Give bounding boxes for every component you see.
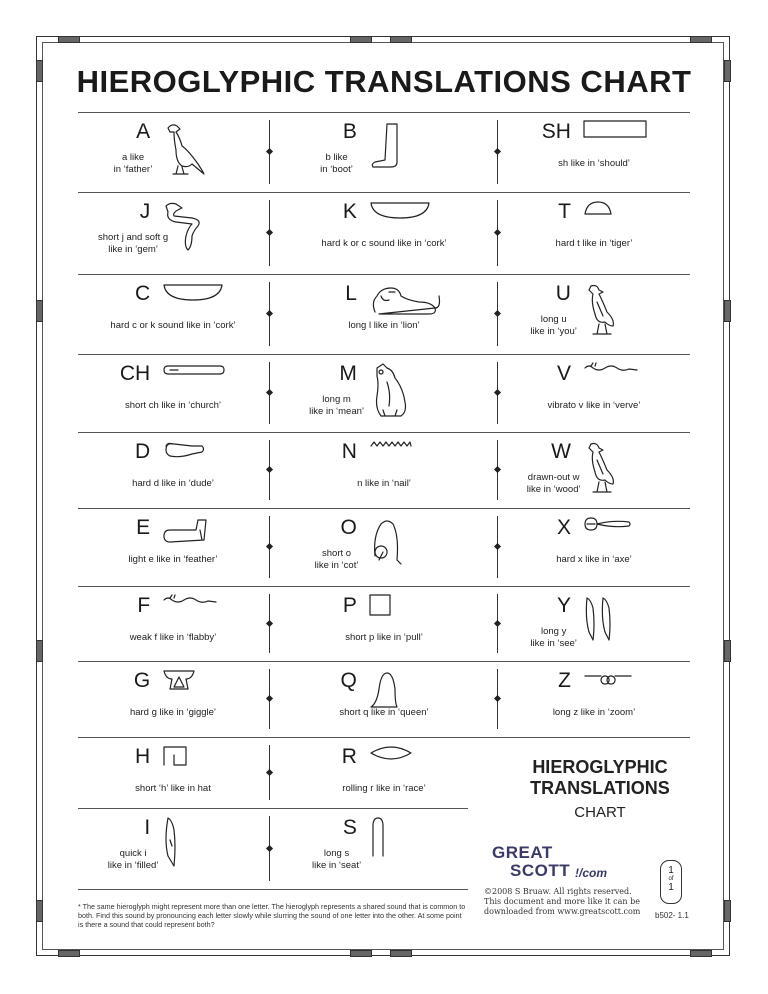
- pool-icon: [583, 120, 647, 138]
- description-line1: sh like in ‘should’: [558, 158, 630, 169]
- footnote: * The same hieroglyph might represent more than one letter. The hieroglyph represents a shared sound that is common to both. Find this sound by pronouncing each letter slowly while slurring the sound of one letter into the other. At some point is there a sound that could represent both?: [78, 902, 466, 929]
- copyright-line1: ©2008 S Bruaw. All rights reserved.: [484, 887, 632, 896]
- side-subtitle: CHART: [574, 804, 626, 821]
- divider: [78, 889, 468, 890]
- description-line1: long m: [322, 394, 351, 405]
- frame-tick: [390, 950, 412, 957]
- letter-label: CH: [119, 362, 151, 385]
- description-line2: like in ‘filled’: [107, 860, 159, 871]
- description-line1: hard c or k sound like in ‘cork’: [110, 320, 236, 331]
- document-code: b502- 1.1: [655, 911, 689, 920]
- letter-label: R: [341, 745, 357, 768]
- description-line1: long y: [541, 626, 567, 637]
- arm-icon: [162, 516, 208, 544]
- hill-icon: [369, 669, 399, 709]
- sound-description: [78, 554, 268, 566]
- copyright-line3: downloaded from www.greatscott.com: [484, 907, 641, 916]
- sound-description: [498, 554, 690, 566]
- description-line2: in ‘father’: [113, 164, 153, 175]
- logo-scott: SCOTT: [510, 861, 571, 880]
- page-number-badge: [660, 860, 682, 904]
- sound-description: [78, 400, 268, 412]
- description-line1: short ‘h’ like in hat: [135, 783, 211, 794]
- glyph-cell-x: [498, 508, 690, 586]
- description-line1: rolling r like in ‘race’: [342, 783, 426, 794]
- glyph-cell-w: [498, 432, 690, 508]
- sound-description: [498, 400, 690, 412]
- page-title: HIEROGLYPHIC TRANSLATIONS CHART: [76, 64, 692, 99]
- side-title-line1: HIEROGLYPHIC: [532, 757, 668, 777]
- horned-viper-icon: [162, 594, 218, 608]
- sound-description: [78, 478, 268, 490]
- description-line2: like in ‘you’: [530, 326, 577, 337]
- jar-stand-icon: [162, 669, 196, 693]
- basket-icon: [369, 200, 431, 220]
- description-line2: like in ‘wood’: [526, 484, 581, 495]
- frame-tick: [724, 640, 731, 662]
- description-line1: hard t like in ‘tiger’: [555, 238, 633, 249]
- sound-description: [271, 783, 497, 795]
- description-line1: n like in ‘nail’: [357, 478, 411, 489]
- description-line1: long s: [323, 848, 350, 859]
- sound-description: [78, 632, 268, 644]
- frame-tick: [690, 36, 712, 43]
- description-line1: hard k or c sound like in ‘cork’: [321, 238, 447, 249]
- sound-description: [271, 394, 402, 418]
- letter-label: A: [136, 120, 151, 143]
- glyph-cell-y: [498, 586, 690, 661]
- sound-description: [498, 238, 690, 250]
- sound-description: [271, 707, 497, 719]
- horned-viper-icon: [583, 362, 639, 376]
- letter-label: D: [135, 440, 151, 463]
- stool-icon: [369, 594, 391, 616]
- letter-label: SH: [541, 120, 571, 143]
- glyph-cell-v: [498, 354, 690, 432]
- description-line2: like in ‘mean’: [309, 406, 364, 417]
- letter-label: Y: [556, 594, 571, 617]
- letter-label: X: [556, 516, 571, 539]
- side-title: [500, 757, 700, 799]
- glyph-cell-l: [271, 274, 497, 354]
- door-bolt-icon: [583, 669, 633, 683]
- letter-label: M: [339, 362, 357, 385]
- glyph-cell-p: [271, 586, 497, 661]
- glyph-cell-i: [78, 808, 268, 889]
- description-line2: like in ‘see’: [530, 638, 577, 649]
- letter-label: K: [342, 200, 357, 223]
- page-of: of: [668, 876, 674, 882]
- frame-tick: [350, 950, 372, 957]
- glyph-cell-e: [78, 508, 268, 586]
- letter-label: O: [340, 516, 357, 539]
- glyph-cell-d: [78, 432, 268, 508]
- glyph-cell-s: [271, 808, 497, 889]
- lion-icon: [369, 282, 443, 316]
- description-line1: weak f like in ‘flabby’: [129, 632, 217, 643]
- sound-description: [271, 548, 402, 572]
- description-line1: hard d like in ‘dude’: [132, 478, 214, 489]
- sound-description: [78, 152, 188, 176]
- description-line1: long z like in ‘zoom’: [552, 707, 636, 718]
- frame-tick: [724, 900, 731, 922]
- glyph-cell-u: [498, 274, 690, 354]
- frame-tick: [36, 640, 43, 662]
- letter-label: W: [551, 440, 571, 463]
- letter-label: Z: [558, 669, 571, 692]
- letter-label: T: [558, 200, 571, 223]
- letter-label: J: [139, 200, 151, 223]
- water-icon: [369, 440, 413, 450]
- sound-description: [78, 232, 188, 256]
- frame-tick: [390, 36, 412, 43]
- description-line2: like in ‘gem’: [108, 244, 158, 255]
- sound-description: [498, 626, 609, 650]
- description-line2: like in ‘seat’: [311, 860, 362, 871]
- sound-description: [498, 158, 690, 170]
- sound-description: [498, 314, 609, 338]
- description-line2: in ‘boot’: [320, 164, 353, 175]
- description-line1: vibrato v like in ‘verve’: [547, 400, 641, 411]
- glyph-cell-h: [78, 737, 268, 808]
- description-line1: light e like in ‘feather’: [128, 554, 218, 565]
- sound-description: [498, 472, 609, 496]
- hand-icon: [162, 440, 206, 460]
- glyph-cell-c: [78, 274, 268, 354]
- logo-great: GREAT: [492, 843, 553, 862]
- shelter-icon: [162, 745, 188, 767]
- tether-icon: [162, 362, 224, 378]
- page-number: 1: [668, 865, 674, 876]
- copyright-line2: This document and more like it can be: [484, 897, 640, 906]
- glyph-cell-ch: [78, 354, 268, 432]
- page-total: 1: [668, 882, 674, 893]
- basket-icon: [162, 282, 224, 302]
- glyph-cell-sh: [498, 112, 690, 192]
- side-title-line2: TRANSLATIONS: [530, 778, 670, 798]
- letter-label: U: [555, 282, 571, 305]
- letter-label: G: [133, 669, 151, 692]
- glyph-cell-z: [498, 661, 690, 737]
- description-line1: short j and soft g: [97, 232, 169, 243]
- letter-label: H: [135, 745, 151, 768]
- description-line1: a like: [122, 152, 145, 163]
- letter-label: V: [556, 362, 571, 385]
- sound-description: [78, 848, 188, 872]
- description-line1: short o: [322, 548, 352, 559]
- sound-description: [271, 320, 497, 332]
- sound-description: [271, 152, 402, 176]
- glyph-cell-g: [78, 661, 268, 737]
- description-line1: short p like in ‘pull’: [345, 632, 423, 643]
- glyph-cell-t: [498, 192, 690, 274]
- copyright-notice: [484, 887, 654, 917]
- glyph-cell-q: [271, 661, 497, 737]
- letter-label: B: [342, 120, 357, 143]
- letter-label: C: [135, 282, 151, 305]
- description-line1: quick i: [119, 848, 147, 859]
- description-line1: b like: [325, 152, 348, 163]
- description-line1: short ch like in ‘church’: [124, 400, 222, 411]
- letter-label: L: [345, 282, 357, 305]
- placenta-icon: [583, 516, 633, 532]
- sound-description: [78, 320, 268, 332]
- description-line1: long u: [540, 314, 567, 325]
- description-line1: drawn-out w: [527, 472, 580, 483]
- letter-label: I: [144, 816, 151, 839]
- description-line1: hard g like in ‘giggle’: [129, 707, 217, 718]
- sound-description: [271, 478, 497, 490]
- glyph-cell-b: [271, 112, 497, 192]
- glyph-cell-m: [271, 354, 497, 432]
- sound-description: [271, 848, 402, 872]
- description-line1: short q like in ‘queen’: [339, 707, 429, 718]
- frame-tick: [58, 36, 80, 43]
- description-line1: long l like in ‘lion’: [348, 320, 420, 331]
- letter-label: Q: [340, 669, 357, 692]
- frame-tick: [690, 950, 712, 957]
- glyph-cell-j: [78, 192, 268, 274]
- sound-description: [271, 632, 497, 644]
- letter-label: F: [137, 594, 151, 617]
- letter-label: S: [342, 816, 357, 839]
- sound-description: [78, 783, 268, 795]
- frame-tick: [36, 300, 43, 322]
- description-line1: hard x like in ‘axe’: [556, 554, 632, 565]
- mouth-icon: [369, 745, 413, 761]
- glyph-cell-f: [78, 586, 268, 661]
- letter-label: N: [341, 440, 357, 463]
- glyph-cell-a: [78, 112, 268, 192]
- glyph-cell-r: [271, 737, 497, 808]
- frame-tick: [36, 900, 43, 922]
- letter-label: E: [136, 516, 151, 539]
- frame-tick: [724, 300, 731, 322]
- sound-description: [498, 707, 690, 719]
- logo-suffix: !/com: [575, 866, 608, 880]
- description-line2: like in ‘cot’: [314, 560, 359, 571]
- sound-description: [271, 238, 497, 250]
- frame-tick: [58, 950, 80, 957]
- glyph-cell-o: [271, 508, 497, 586]
- sound-description: [78, 707, 268, 719]
- letter-label: P: [342, 594, 357, 617]
- glyph-cell-n: [271, 432, 497, 508]
- bread-loaf-icon: [583, 200, 613, 216]
- frame-tick: [350, 36, 372, 43]
- glyph-cell-k: [271, 192, 497, 274]
